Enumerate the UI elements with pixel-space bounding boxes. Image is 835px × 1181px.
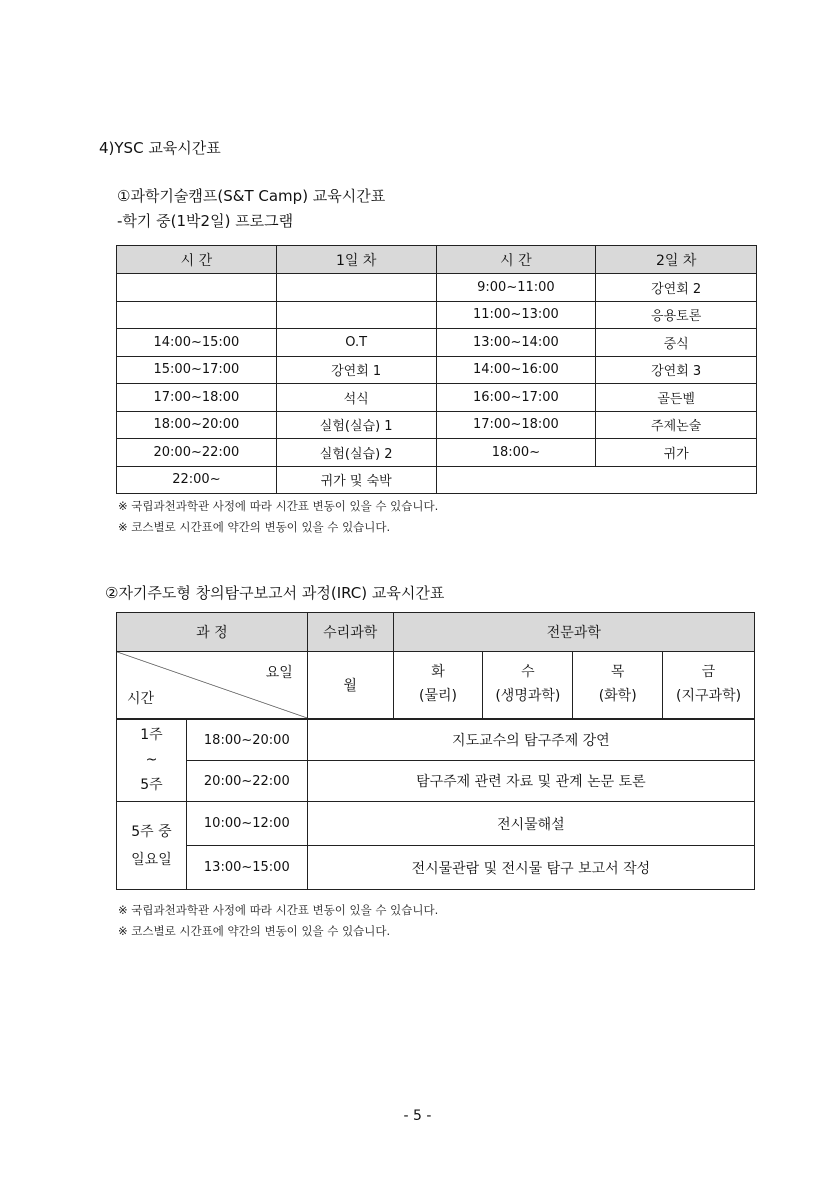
table-cell: 강연회 3 [596, 356, 757, 384]
camp-note-1: ※ 국립과천과학관 사정에 따라 시간표 변동이 있을 수 있습니다. [118, 499, 439, 513]
table-row [117, 356, 757, 384]
day-wed: 수 (생명과학) [483, 652, 573, 720]
block2-label: 5주 중 일요일 [117, 802, 187, 890]
table-cell: 22:00~ [117, 466, 277, 494]
table-cell: 15:00~17:00 [117, 356, 277, 384]
block1-content-1: 지도교수의 탐구주제 강연 [307, 719, 754, 761]
table-cell [117, 301, 277, 329]
header-time-2: 시 간 [436, 246, 596, 274]
header-day-2: 2일 차 [596, 246, 757, 274]
table-cell [276, 301, 436, 329]
table-cell: 9:00~11:00 [436, 274, 596, 302]
table-cell: 20:00~22:00 [117, 439, 277, 467]
irc-note-1: ※ 국립과천과학관 사정에 따라 시간표 변동이 있을 수 있습니다. [118, 903, 439, 917]
table-cell: 실험(실습) 2 [276, 439, 436, 467]
table-cell: 강연회 2 [596, 274, 757, 302]
day-fri: 금 (지구과학) [663, 652, 755, 720]
table-cell: 귀가 [596, 439, 757, 467]
camp-header-row [117, 246, 757, 274]
table-cell [276, 274, 436, 302]
block1-label: 1주 ~ 5주 [117, 719, 187, 802]
camp-subtitle: -학기 중(1박2일) 프로그램 [117, 212, 294, 230]
table-cell: 14:00~16:00 [436, 356, 596, 384]
table-row [117, 466, 757, 494]
table-cell: 11:00~13:00 [436, 301, 596, 329]
camp-note-2: ※ 코스별로 시간표에 약간의 변동이 있을 수 있습니다. [118, 520, 391, 534]
table-cell: 강연회 1 [276, 356, 436, 384]
diagonal-header-cell [117, 652, 308, 720]
block1-content-2: 탐구주제 관련 자료 및 관계 논문 토론 [307, 761, 754, 802]
header-day-1: 1일 차 [276, 246, 436, 274]
table-cell: 18:00~20:00 [117, 411, 277, 439]
irc-schedule-table [116, 612, 755, 890]
camp-title: ①과학기술캠프(S&T Camp) 교육시간표 [117, 187, 386, 205]
table-row [117, 384, 757, 412]
header-special: 전문과학 [393, 613, 754, 652]
header-course: 과 정 [117, 613, 308, 652]
header-time-1: 시 간 [117, 246, 277, 274]
table-row [117, 439, 757, 467]
table-cell: 16:00~17:00 [436, 384, 596, 412]
page-number: - 5 - [403, 1108, 432, 1124]
block1-time-2: 20:00~22:00 [186, 761, 307, 802]
block1-time-1: 18:00~20:00 [186, 719, 307, 761]
header-math: 수리과학 [307, 613, 393, 652]
block2-time-1: 10:00~12:00 [186, 802, 307, 846]
camp-schedule-table [116, 245, 757, 494]
day-mon: 월 [307, 652, 393, 720]
table-cell [436, 466, 757, 494]
table-cell: 17:00~18:00 [436, 411, 596, 439]
day-thu: 목 (화학) [573, 652, 663, 720]
table-cell: 주제논술 [596, 411, 757, 439]
irc-note-2: ※ 코스별로 시간표에 약간의 변동이 있을 수 있습니다. [118, 924, 391, 938]
table-cell: 13:00~14:00 [436, 329, 596, 357]
table-cell: 골든벨 [596, 384, 757, 412]
irc-title: ②자기주도형 창의탐구보고서 과정(IRC) 교육시간표 [105, 584, 445, 602]
table-cell: O.T [276, 329, 436, 357]
section-title: 4)YSC 교육시간표 [99, 139, 221, 157]
table-cell: 중식 [596, 329, 757, 357]
table-row [117, 329, 757, 357]
table-cell: 귀가 및 숙박 [276, 466, 436, 494]
table-cell: 응용토론 [596, 301, 757, 329]
table-cell: 실험(실습) 1 [276, 411, 436, 439]
table-cell: 17:00~18:00 [117, 384, 277, 412]
diag-day-label: 요일 [265, 665, 293, 681]
table-row [117, 411, 757, 439]
table-cell: 18:00~ [436, 439, 596, 467]
table-row [117, 301, 757, 329]
table-cell: 14:00~15:00 [117, 329, 277, 357]
table-cell [117, 274, 277, 302]
diag-time-label: 시간 [127, 691, 155, 707]
table-row [117, 274, 757, 302]
block2-content-2: 전시물관람 및 전시물 탐구 보고서 작성 [307, 846, 754, 890]
day-tue: 화 (물리) [393, 652, 483, 720]
table-cell: 석식 [276, 384, 436, 412]
block2-time-2: 13:00~15:00 [186, 846, 307, 890]
block2-content-1: 전시물해설 [307, 802, 754, 846]
